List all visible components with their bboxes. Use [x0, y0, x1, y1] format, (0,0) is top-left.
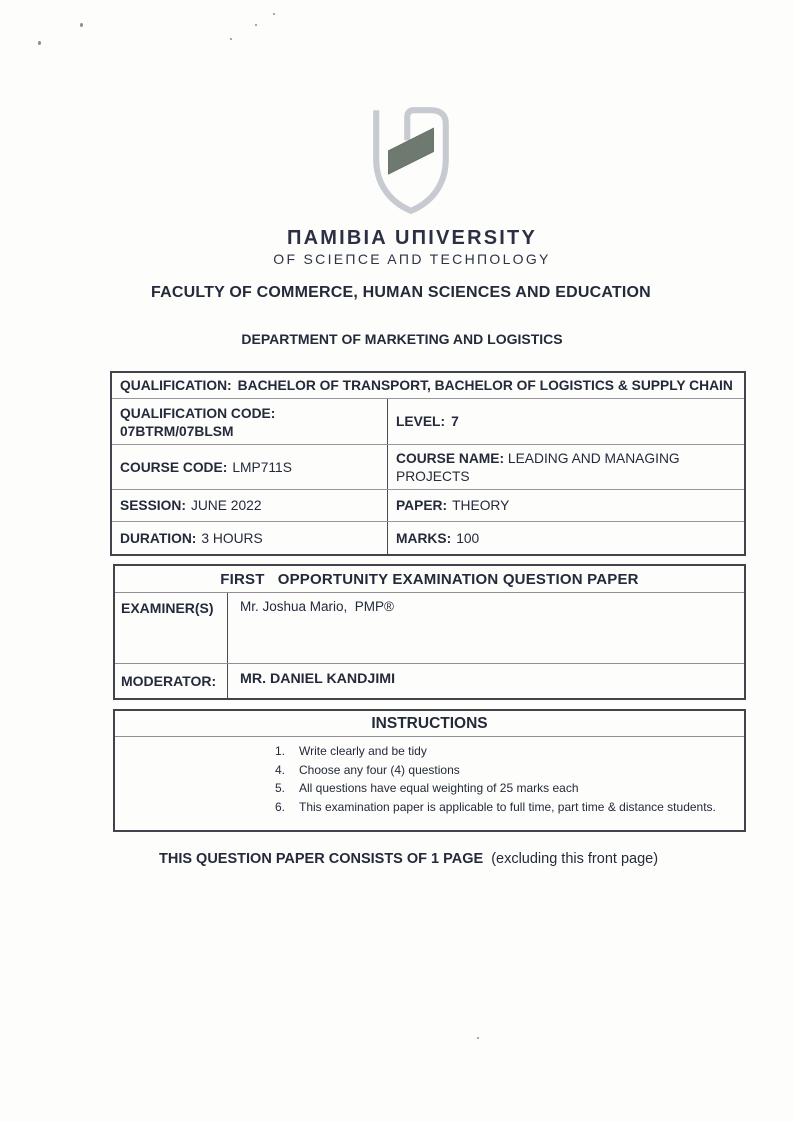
- duration-label: DURATION:: [120, 530, 197, 546]
- session-cell: [112, 490, 388, 521]
- course-code-label: COURSE CODE:: [120, 459, 228, 475]
- instruction-number: 6.: [275, 799, 286, 814]
- course-info-table: [110, 371, 746, 556]
- qualification-label: QUALIFICATION:: [120, 378, 232, 393]
- scan-speck: [38, 41, 41, 45]
- course-code-row: [112, 444, 744, 489]
- scan-speck: [255, 24, 257, 26]
- session-value: JUNE 2022: [190, 498, 262, 513]
- duration-cell: [112, 522, 388, 554]
- instruction-text: All questions have equal weighting of 25 marks each: [299, 781, 579, 795]
- instruction-number: 1.: [275, 744, 286, 758]
- examiner-row: [115, 593, 744, 664]
- qualification-code-row: [112, 398, 744, 444]
- qualification-value: BACHELOR OF TRANSPORT, BACHELOR OF LOGISTICS & SUPPLY CHAIN: [237, 378, 733, 393]
- scan-speck: [477, 1037, 479, 1039]
- university-shield-logo: [364, 101, 458, 221]
- university-wordmark-line1: ΠAMIBIA UΠIVERSITY: [287, 227, 537, 249]
- qualification-cell: [112, 373, 744, 398]
- duration-row: [112, 521, 744, 554]
- level-value: 7: [451, 414, 459, 429]
- level-cell: [388, 399, 744, 444]
- scan-speck: [273, 13, 275, 15]
- moderator-value: MR. DANIEL KANDJIMI: [240, 671, 396, 687]
- examiner-label: EXAMINER(S): [115, 593, 228, 663]
- instructions-table: [113, 709, 746, 832]
- instruction-number: 4.: [275, 762, 286, 777]
- moderator-row: [115, 664, 744, 698]
- marks-label: MARKS:: [396, 530, 452, 546]
- session-row: [112, 489, 744, 521]
- instruction-number: 5.: [275, 781, 286, 795]
- paper-cell: [388, 490, 744, 521]
- exam-paper-title: FIRST OPPORTUNITY EXAMINATION QUESTION PAPER: [115, 566, 744, 593]
- page-count-note: [159, 851, 658, 867]
- page-count-bold: THIS QUESTION PAPER CONSISTS OF 1 PAGE: [159, 851, 484, 867]
- course-name-label: COURSE NAME:: [396, 451, 505, 466]
- instruction-text: This examination paper is applicable to full time, part time & distance students.: [299, 799, 716, 814]
- course-name-value: LEADING AND MANAGING PROJECTS: [396, 451, 680, 484]
- faculty-title: FACULTY OF COMMERCE, HUMAN SCIENCES AND EDUCATION: [151, 284, 651, 301]
- instructions-body: [115, 737, 744, 830]
- exam-paper-table: [113, 564, 746, 700]
- marks-value: 100: [456, 530, 480, 546]
- examiner-value: Mr. Joshua Mario, PMP®: [240, 599, 394, 614]
- page-count-normal: (excluding this front page): [491, 851, 659, 867]
- qualification-code-label: QUALIFICATION CODE:: [120, 406, 276, 421]
- duration-value: 3 HOURS: [201, 530, 263, 546]
- marks-cell: [388, 522, 744, 554]
- department-title: DEPARTMENT OF MARKETING AND LOGISTICS: [241, 331, 563, 347]
- instruction-item: [275, 762, 736, 780]
- instruction-item: [275, 743, 736, 761]
- course-name-wrap: [396, 448, 706, 486]
- scan-speck: [230, 38, 232, 40]
- level-label: LEVEL:: [396, 414, 446, 429]
- qualification-row: [112, 373, 744, 398]
- instructions-title: INSTRUCTIONS: [115, 711, 744, 737]
- shield-flag-mark: [388, 128, 433, 174]
- instruction-item: [275, 799, 736, 817]
- scan-speck: [80, 23, 83, 27]
- qualification-code-value: 07BTRM/07BLSM: [120, 424, 234, 439]
- qualification-code-stack: [120, 402, 275, 441]
- course-code-cell: [112, 445, 388, 489]
- qualification-code-cell: [112, 399, 388, 444]
- instruction-item: [275, 780, 736, 798]
- instruction-text: Choose any four (4) questions: [299, 762, 460, 777]
- paper-value: THEORY: [452, 498, 510, 513]
- paper-label: PAPER:: [396, 498, 448, 513]
- course-name-cell: [388, 445, 744, 489]
- instruction-text: Write clearly and be tidy: [299, 744, 427, 758]
- university-wordmark-line2: OF SCIEΠCE AΠD TECHΠOLOGY: [273, 251, 551, 267]
- course-code-value: LMP711S: [232, 459, 292, 475]
- session-label: SESSION:: [120, 498, 186, 513]
- moderator-label: MODERATOR:: [115, 664, 228, 698]
